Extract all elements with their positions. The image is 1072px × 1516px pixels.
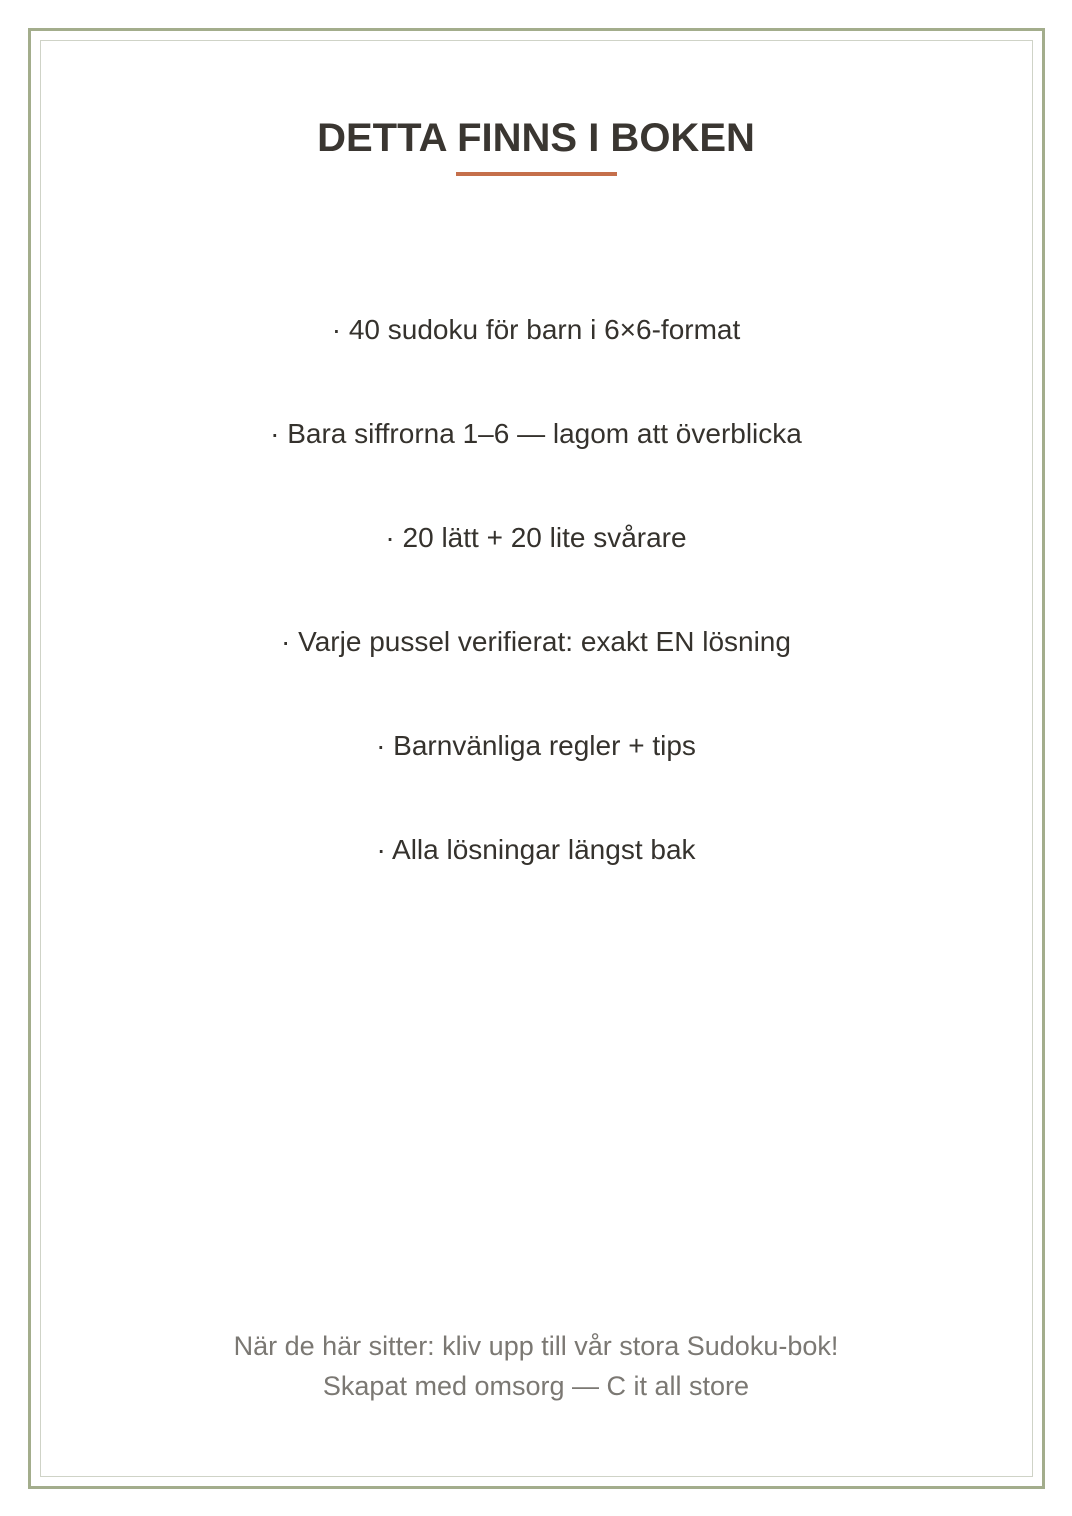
feature-item: · Bara siffrorna 1–6 — lagom att överblicka: [270, 418, 802, 449]
footer-promo-line: När de här sitter: kliv upp till vår stora Sudoku-bok!: [233, 1331, 839, 1361]
page-title: DETTA FINNS I BOKEN: [317, 116, 755, 160]
feature-item: · Barnvänliga regler + tips: [376, 730, 696, 761]
feature-list: [0, 308, 1072, 932]
footer-credit-line: Skapat med omsorg — C it all store: [322, 1371, 750, 1401]
footer: [0, 1326, 1072, 1406]
title-underline: [456, 172, 617, 176]
feature-item: · 20 lätt + 20 lite svårare: [385, 522, 687, 553]
feature-item: · 40 sudoku för barn i 6×6-format: [331, 314, 741, 345]
feature-item: · Alla lösningar längst bak: [376, 834, 696, 865]
feature-item: · Varje pussel verifierat: exakt EN lösning: [281, 626, 791, 657]
